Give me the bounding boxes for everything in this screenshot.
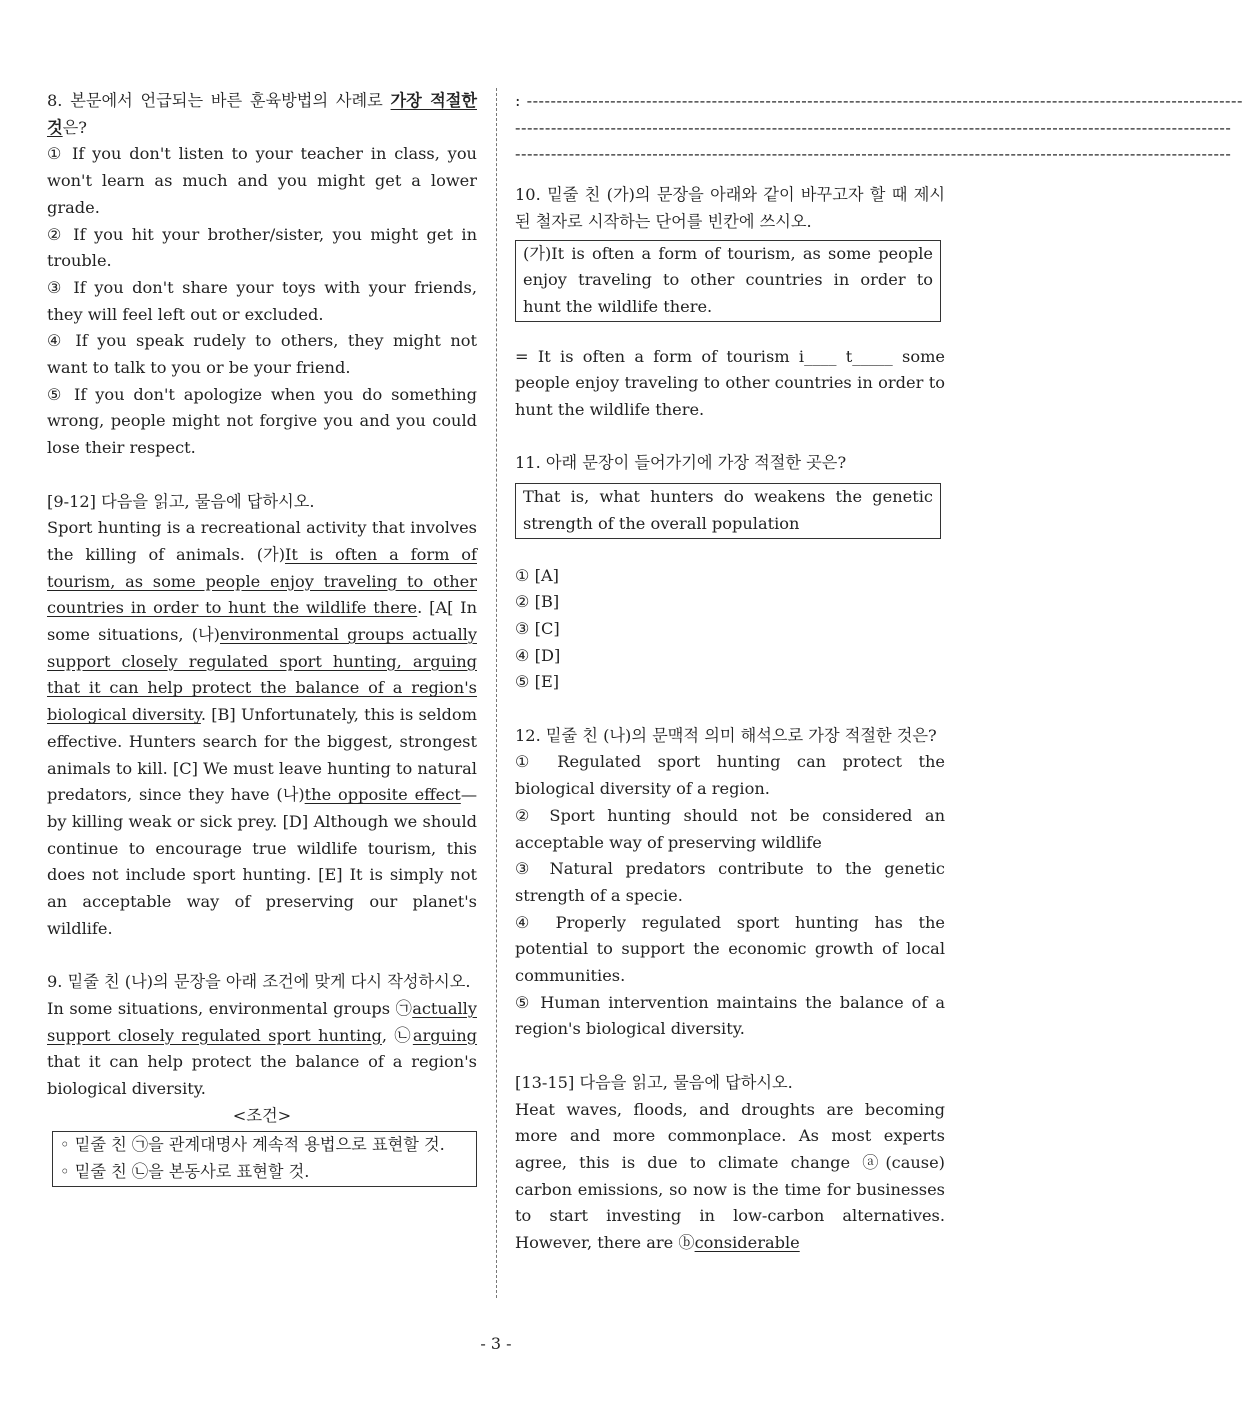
q9-answer-line-2[interactable]: ------------------------------------------------------------------------------------------------------------------------ — [515, 117, 1232, 137]
q9-answer-line-1[interactable] — [515, 88, 1243, 115]
q8-choice-1: ① If you don't listen to your teacher in class, you won't learn as much and you might get a lower grade. — [47, 144, 477, 217]
q9-sentence-3: that it can help protect the balance of a region's biological diversity. — [47, 1052, 477, 1098]
passage2-header: [13-15] 다음을 읽고, 물음에 답하시오. — [515, 1072, 793, 1092]
q9-answer-prefix: : — [515, 91, 527, 110]
passage2-underline-b: considerable — [694, 1233, 800, 1253]
q8-stem-emphasis: 가장 적절한 것 — [47, 91, 477, 137]
q10-stem: 10. 밑줄 친 (가)의 문장을 아래와 같이 바꾸고자 할 때 제시된 철자로 시작하는 단어를 빈칸에 쓰시오. — [515, 185, 945, 231]
passage1-underline-na: environmental groups actually support closely regulated sport hunting, arguing that it can help protect the balance of a region's biological diversity — [47, 625, 477, 725]
q9-underline-2: arguing — [412, 1025, 478, 1045]
q12-choice-2: ② Sport hunting should not be considered an acceptable way of preserving wildlife — [515, 805, 945, 852]
passage1-text-1: Sport hunting is a recreational activity that involves the killing of animals. (가) — [47, 518, 477, 564]
left-column — [47, 88, 477, 1187]
q8-choice-2: ② If you hit your brother/sister, you might get in trouble. — [47, 224, 477, 271]
q10-box — [515, 240, 941, 322]
q10-box-text: (가)It is often a form of tourism, as some people enjoy traveling to other countries in order to hunt the wildlife there. — [523, 243, 933, 316]
q11-choice-4: ④ [D] — [515, 645, 561, 665]
q9-condition-title: <조건> — [232, 1105, 292, 1125]
q11-choice-3: ③ [C] — [515, 618, 560, 638]
passage1-text-3: . [B] Unfortunately, this is seldom effective. Hunters search for the biggest, strongest animals to kill. [C] We must leave hunting to natural predators, since they have (나) — [47, 705, 477, 805]
q9-sentence-2: , ㉡ — [381, 1025, 413, 1045]
passage1-text-2: . [A[ In some situations, (나) — [47, 598, 478, 645]
q12-choice-3: ③ Natural predators contribute to the genetic strength of a specie. — [515, 859, 945, 905]
q11-choice-1: ① [A] — [515, 565, 559, 585]
q12-choice-4: ④ Properly regulated sport hunting has the potential to support the economic growth of local communities. — [515, 912, 945, 986]
right-column — [515, 88, 1243, 1257]
passage1-underline-opposite: the opposite effect — [304, 785, 461, 805]
q12-choice-5: ⑤ Human intervention maintains the balance of a region's biological diversity. — [515, 992, 945, 1039]
q9-answer-dashes-1: ------------------------------------------------------------------------------------------------------------------------ — [526, 91, 1243, 110]
q9-underline-1: actually support closely regulated sport hunting — [47, 998, 477, 1045]
passage1-header: [9-12] 다음을 읽고, 물음에 답하시오. — [47, 491, 315, 511]
q10-answer: = It is often a form of tourism i____ t_____ some people enjoy traveling to other countries in order to hunt the wildlife there. — [515, 346, 945, 420]
q11-box-text: That is, what hunters do weakens the genetic strength of the overall population — [523, 487, 933, 533]
page-number: - 3 - — [480, 1334, 512, 1353]
passage1-body — [47, 515, 477, 942]
q9-condition-2: ◦ 밑줄 친 ㉡을 본동사로 표현할 것. — [60, 1162, 310, 1182]
q12-choice-1: ① Regulated sport hunting can protect the biological diversity of a region. — [515, 752, 945, 799]
q9-sentence — [47, 996, 477, 1103]
passage1-underline-ga: It is often a form of tourism, as some people enjoy traveling to other countries in order to hunt the wildlife there — [47, 544, 477, 618]
q9-condition-1: ◦ 밑줄 친 ㉠을 관계대명사 계속적 용법으로 표현할 것. — [60, 1135, 445, 1155]
passage2-body — [515, 1097, 945, 1257]
q9-stem: 9. 밑줄 친 (나)의 문장을 아래 조건에 맞게 다시 작성하시오. — [47, 972, 471, 992]
q12-stem: 12. 밑줄 친 (나)의 문맥적 의미 해석으로 가장 적절한 것은? — [515, 725, 937, 745]
q8-stem — [47, 88, 477, 141]
q11-choice-5: ⑤ [E] — [515, 672, 560, 692]
passage1-text-4: —by killing weak or sick prey. [D] Although we should continue to encourage true wildlife tourism, this does not include sport hunting. [E] It is simply not an acceptable way of preserving our planet's wildlife. — [47, 785, 477, 938]
q8-choice-3: ③ If you don't share your toys with your friends, they will feel left out or excluded. — [47, 277, 477, 324]
q8-stem-text: 8. 본문에서 언급되는 바른 훈육방법의 사례로 — [47, 91, 391, 110]
q8-choice-4: ④ If you speak rudely to others, they might not want to talk to you or be your friend. — [47, 331, 477, 378]
q9-condition-box — [52, 1131, 477, 1186]
q11-box — [515, 483, 941, 538]
q9-sentence-1: In some situations, environmental groups ㉠ — [47, 998, 413, 1018]
q11-stem: 11. 아래 문장이 들어가기에 가장 적절한 곳은? — [515, 453, 847, 473]
passage2-text: Heat waves, floods, and droughts are becoming more and more commonplace. As most experts agree, this is due to climate change ⓐ(cause) carbon emissions, so now is the time for businesses to start investing in low-carbon alternatives. However, there are ⓑ — [515, 1099, 945, 1253]
column-divider — [496, 88, 497, 1298]
q11-choice-2: ② [B] — [515, 592, 560, 612]
q8-stem-end: 은? — [62, 117, 87, 137]
q9-answer-line-3[interactable]: ------------------------------------------------------------------------------------------------------------------------ — [515, 144, 1232, 164]
q8-choice-5: ⑤ If you don't apologize when you do something wrong, people might not forgive you and you could lose their respect. — [47, 384, 477, 458]
